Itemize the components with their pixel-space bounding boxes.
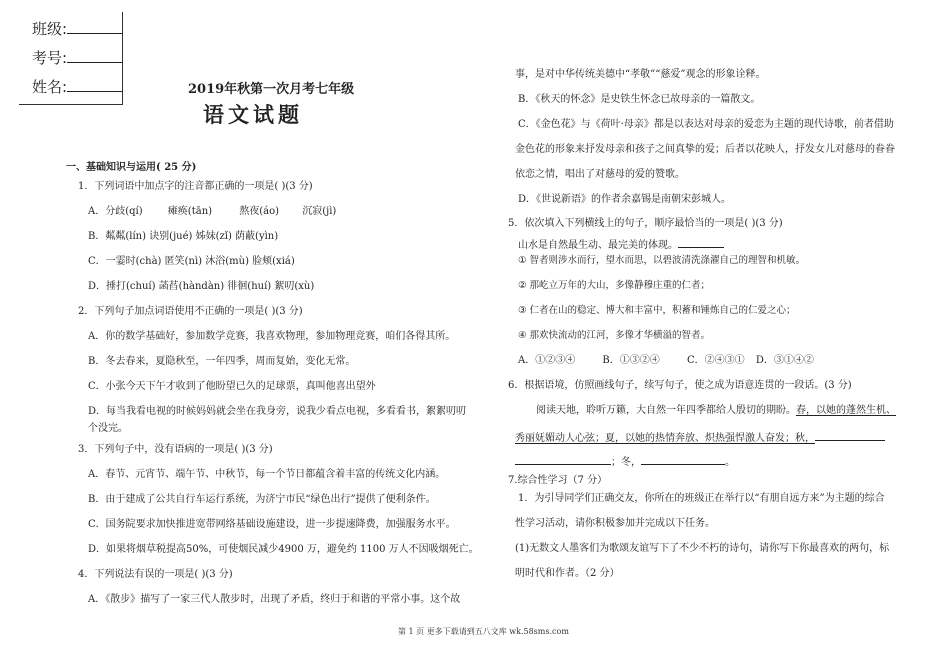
- q5-sentence-4: ④ 那欢快流动的江河，多像才华横溢的智者。: [518, 330, 711, 341]
- q4-option-a-line1[interactable]: A．《散步》描写了一家三代人散步时，出现了矛盾，终归于和谐的平常小事。这个故: [88, 594, 461, 605]
- q6-blank-winter[interactable]: [641, 453, 725, 465]
- q6-passage-line2: [515, 429, 885, 446]
- q2-option-d-line1[interactable]: D．每当我看电视的时候妈妈就会坐在我身旁，说我少看点电视，多看看书，絮絮叨叨: [88, 406, 467, 417]
- q1-a-word4: 沉寂(jì): [302, 206, 337, 217]
- class-label: 班级:: [32, 20, 68, 38]
- q5-stem: 5．依次填入下列横线上的句子，顺序最恰当的一项是( )(3 分): [508, 218, 783, 229]
- q5-lead-text: 山水是自然最生动、最完美的体现。: [518, 240, 678, 251]
- q1-stem: 1．下列词语中加点字的注音都正确的一项是( )(3 分): [78, 181, 313, 192]
- q1-a-word2: 瘫痪(tān): [167, 206, 213, 217]
- q4-option-c-line3: 依恋之情，唱出了对慈母的爱的赞歌。: [515, 169, 685, 180]
- page-footer: 第 1 页 更多下载请到五八文库 wk.58sms.com: [398, 627, 569, 636]
- class-field[interactable]: [32, 18, 123, 39]
- exam-number-blank[interactable]: [67, 47, 123, 63]
- q4-option-b[interactable]: B．《秋天的怀念》是史铁生怀念已故母亲的一篇散文。: [518, 94, 761, 105]
- q2-stem: 2．下列句子加点词语使用不正确的一项是( )(3 分): [78, 306, 303, 317]
- q3-option-b[interactable]: B．由于建成了公共自行车运行系统，为济宁市民“绿色出行”提供了便利条件。: [88, 494, 436, 505]
- q5-option-a[interactable]: A．①②③④: [518, 355, 576, 366]
- q6-passage-line3: [515, 453, 735, 470]
- q5-option-c[interactable]: C．②④③①: [686, 355, 745, 366]
- q4-option-c-line2: 金色花的形象来抒发母亲和孩子之间真挚的爱；后者以花映人，抒发女儿对慈母的眷眷: [515, 144, 895, 155]
- class-blank[interactable]: [67, 18, 123, 34]
- q3-option-a[interactable]: A．春节、元宵节、端午节、中秋节，每一个节日都蕴含着丰富的传统文化内涵。: [88, 469, 446, 480]
- q1-option-b[interactable]: B．粼粼(lín) 诀别(jué) 姊妹(zǐ) 荫蔽(yìn): [88, 231, 279, 242]
- q6-passage-plain: 阅读天地，聆听万籁，大自然一年四季都给人殷切的期盼。: [536, 405, 796, 416]
- name-label: 姓名:: [32, 78, 68, 96]
- q7-heading: 7.综合性学习（7 分）: [508, 475, 608, 486]
- exam-number-label: 考号:: [32, 49, 68, 67]
- name-field[interactable]: [32, 76, 123, 97]
- q6-end-mark: 。: [725, 457, 735, 468]
- name-blank[interactable]: [67, 76, 123, 92]
- q4-option-c-line1[interactable]: C．《金色花》与《荷叶·母亲》都是以表达对母亲的爱恋为主题的现代诗歌，前者借助: [518, 119, 894, 130]
- q6-stem: 6．根据语境，仿照画线句子，续写句子，使之成为语意连贯的一段话。(3 分): [508, 380, 852, 391]
- q4-stem: 4．下列说法有误的一项是( )(3 分): [78, 569, 233, 580]
- q3-stem: 3．下列句子中，没有语病的一项是( )(3 分): [78, 444, 273, 455]
- subject-title: 语文试题: [203, 102, 303, 127]
- q7-task1-line2: 明时代和作者。（2 分）: [515, 568, 620, 579]
- exam-number-field[interactable]: [32, 47, 123, 68]
- q5-option-b[interactable]: B．①③②④: [602, 355, 660, 366]
- q4-option-d[interactable]: D．《世说新语》的作者余嘉锡是南朝宋彭城人。: [518, 194, 732, 205]
- q5-sentence-2: ② 那屹立万年的大山，多像静穆庄重的仁者；: [518, 280, 711, 291]
- q6-passage-line1: [536, 404, 896, 418]
- q1-a-word3: 熬夜(áo): [239, 206, 280, 217]
- q2-option-c[interactable]: C．小张今天下午才收到了他盼望已久的足球票，真叫他喜出望外: [88, 381, 376, 392]
- q3-option-c[interactable]: C．国务院要求加快推进宽带网络基础设施建设，进一步提速降费，加强服务水平。: [88, 519, 456, 530]
- q5-lead: [518, 236, 724, 253]
- q2-option-d-line2: 个没完。: [88, 423, 128, 434]
- exam-title: 2019年秋第一次月考七年级: [188, 82, 355, 97]
- q1-option-a[interactable]: [88, 205, 336, 219]
- section-heading: 一、基础知识与运用( 25 分): [66, 162, 197, 173]
- q1-option-d[interactable]: D．捶打(chuí) 菡萏(hàndàn) 徘徊(huí) 絮叨(xù): [88, 281, 315, 292]
- q2-option-a[interactable]: A．你的数学基础好，参加数学竞赛，我喜欢物理，参加物理竞赛，咱们各得其所。: [88, 331, 456, 342]
- q6-blank-autumn[interactable]: [515, 453, 611, 465]
- q7-task1-line1: (1)无数文人墨客们为歌颂友谊写下了不少不朽的诗句，请你写下你最喜欢的两句，标: [515, 543, 890, 554]
- q2-option-b[interactable]: B．冬去春来，夏隐秋至，一年四季，周而复始，变化无常。: [88, 356, 356, 367]
- q6-winter-label: ；冬，: [611, 457, 641, 468]
- q5-sentence-3: ③ 仁者在山的稳定、博大和丰富中，积蓄和锤炼自己的仁爱之心；: [518, 305, 796, 316]
- q3-option-d[interactable]: D．如果将烟草税提高50%，可使烟民减少4900 万，避免约 1100 万人不因吸烟死亡。: [88, 544, 479, 555]
- q5-option-d[interactable]: D．③①④②: [755, 355, 814, 366]
- q4-option-a-line2: 事，是对中华传统美德中“孝敬”“慈爱”观念的形象诠释。: [515, 69, 766, 80]
- q5-options: [518, 354, 814, 368]
- q1-a-word1: A．分歧(qí): [88, 206, 143, 217]
- q5-blank[interactable]: [678, 236, 724, 248]
- q7-intro-line1: 1．为引导同学们正确交友，你所在的班级正在举行以“有朋自远方来”为主题的综合: [518, 493, 885, 504]
- q1-option-c[interactable]: C．一霎时(chà) 匿笑(nì) 沐浴(mù) 脸颊(xiá): [88, 256, 295, 267]
- q7-intro-line2: 性学习活动，请你积极参加并完成以下任务。: [515, 518, 715, 529]
- q5-sentence-1: ① 智者则涉水而行，望水而思，以碧波清洗涤濯自己的理智和机敏。: [518, 255, 806, 266]
- q6-model-sentence-2: 秀丽妩媚动人心弦；夏，以她的热情奔放、炽热强悍激人奋发；秋，: [515, 433, 815, 444]
- q6-model-sentence-1: 春，以她的蓬然生机、: [796, 405, 896, 416]
- q6-blank-autumn-start[interactable]: [815, 429, 885, 441]
